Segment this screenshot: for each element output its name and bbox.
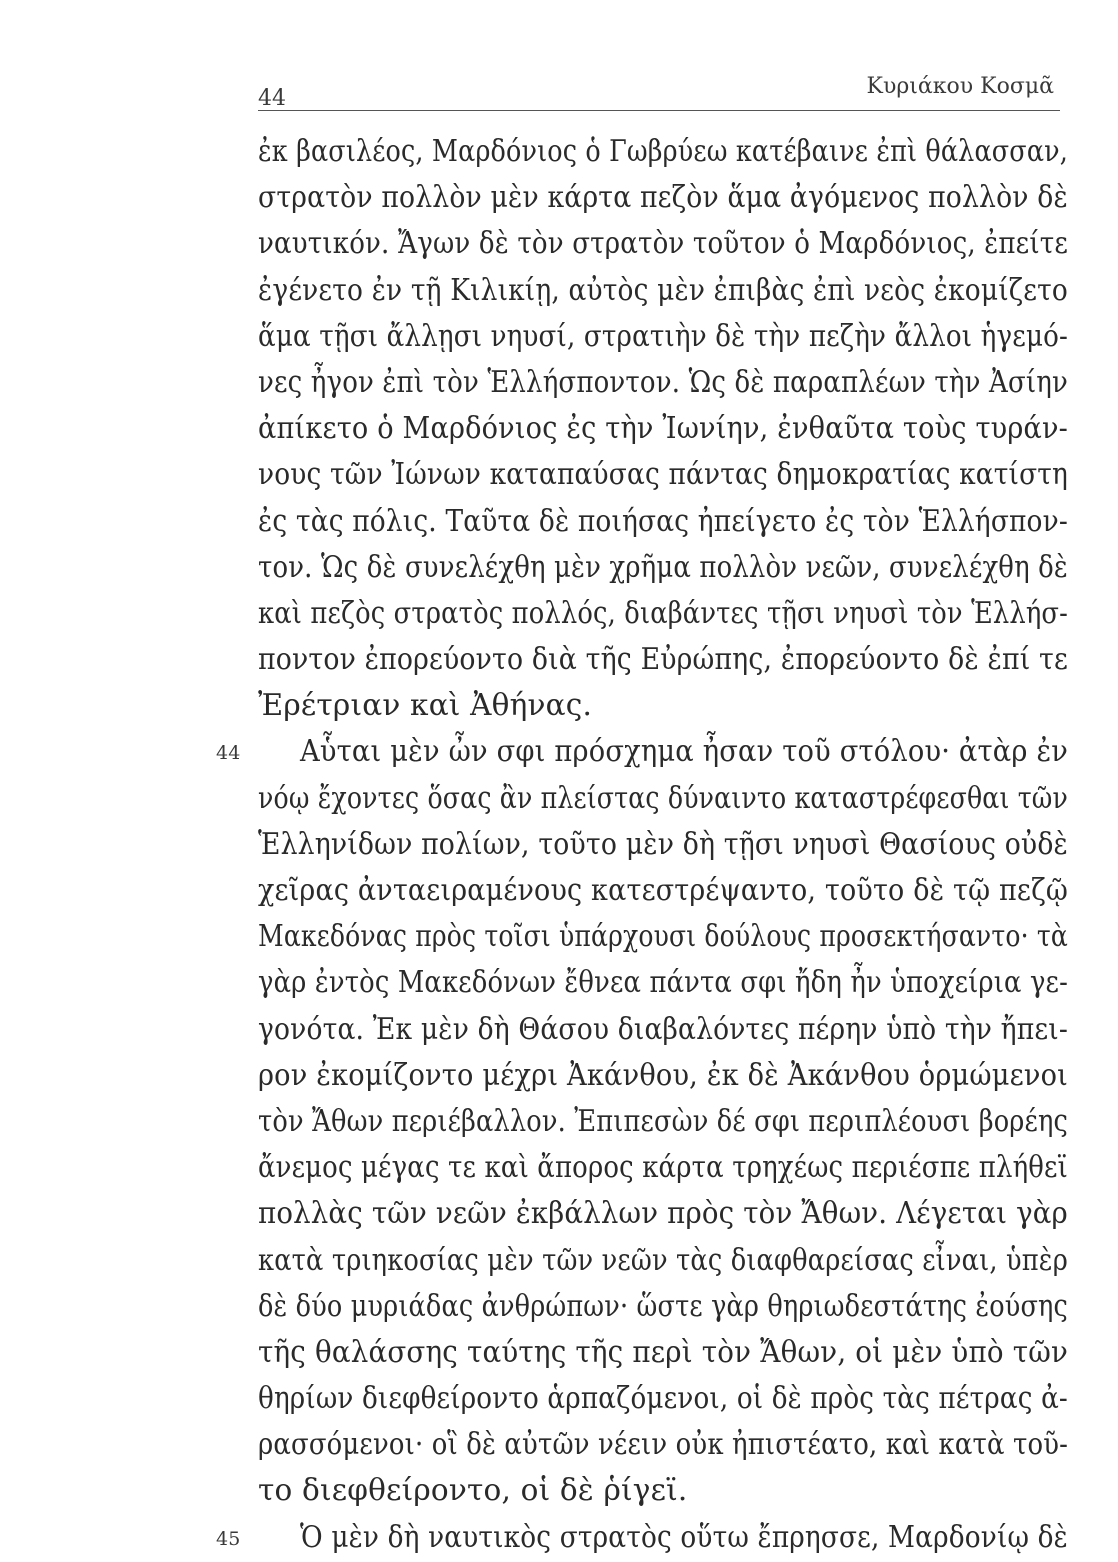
text-line bbox=[258, 1283, 1068, 1329]
page-number: 44 bbox=[258, 86, 286, 111]
text-line bbox=[258, 128, 1068, 174]
text-line bbox=[258, 590, 1068, 636]
header-rule bbox=[258, 110, 1060, 111]
text-line-content: γονότα. Ἐκ μὲν δὴ Θάσου διαβαλόντες πέρην ὑπὸ τὴν ἤπει- bbox=[258, 1011, 1068, 1046]
text-line-content: ἀπίκετο ὁ Μαρδόνιος ἐς τὴν Ἰωνίην, ἐνθαῦτα τοὺς τυράν- bbox=[258, 411, 1068, 446]
text-body bbox=[216, 128, 1069, 1560]
text-line bbox=[258, 267, 1068, 313]
text-line bbox=[258, 1375, 1068, 1421]
text-line bbox=[258, 359, 1068, 405]
text-line bbox=[216, 1514, 1068, 1560]
text-line-content: κατὰ τριηκοσίας μὲν τῶν νεῶν τὰς διαφθαρείσας εἶναι, ὑπὲρ bbox=[258, 1242, 1068, 1277]
text-line bbox=[258, 636, 1068, 682]
text-line-content: Ἐρέτριαν καὶ Ἀθήνας. bbox=[258, 688, 593, 723]
text-line bbox=[258, 1006, 1068, 1052]
text-line-content: ποντον ἐπορεύοντο διὰ τῆς Εὐρώπης, ἐπορεύοντο δὲ ἐπί τε bbox=[258, 642, 1068, 677]
text-line-content: χεῖρας ἀνταειραμένους κατεστρέψαντο, τοῦτο δὲ τῷ πεζῷ bbox=[258, 873, 1069, 907]
text-line bbox=[258, 498, 1068, 544]
text-line-content: γὰρ ἐντὸς Μακεδόνων ἔθνεα πάντα σφι ἤδη ἦν ὑποχείρια γε- bbox=[258, 965, 1068, 1000]
text-line bbox=[258, 1329, 1068, 1375]
text-line bbox=[258, 174, 1068, 220]
text-line-content: ρασσόμενοι· οἳ δὲ αὐτῶν νέειν οὐκ ἠπιστέατο, καὶ κατὰ τοῦ- bbox=[258, 1427, 1069, 1462]
text-line-content: τῆς θαλάσσης ταύτης τῆς περὶ τὸν Ἄθων, οἱ μὲν ὑπὸ τῶν bbox=[258, 1334, 1068, 1369]
text-line bbox=[258, 313, 1068, 359]
text-line bbox=[258, 1467, 1068, 1513]
text-line-content: ἐκ βασιλέος, Μαρδόνιος ὁ Γωβρύεω κατέβαινε ἐπὶ θάλασσαν, bbox=[258, 134, 1069, 168]
text-line-content: νους τῶν Ἰώνων καταπαύσας πάντας δημοκρατίας κατίστη bbox=[258, 457, 1069, 492]
text-line bbox=[258, 220, 1068, 266]
text-line-content: ρον ἐκομίζοντο μέχρι Ἀκάνθου, ἐκ δὲ Ἀκάνθου ὁρμώμενοι bbox=[258, 1057, 1069, 1092]
text-line bbox=[258, 1098, 1068, 1144]
text-line-content: στρατὸν πολλὸν μὲν κάρτα πεζὸν ἅμα ἀγόμενος πολλὸν δὲ bbox=[258, 180, 1068, 215]
paragraph-number: 45 bbox=[216, 1527, 241, 1550]
text-line-content: πολλὰς τῶν νεῶν ἐκβάλλων πρὸς τὸν Ἄθων. Λέγεται γὰρ bbox=[258, 1196, 1068, 1231]
text-line-content: Ὁ μὲν δὴ ναυτικὸς στρατὸς οὕτω ἔπρησσε, Μαρδονίῳ δὲ bbox=[300, 1519, 1068, 1554]
text-line bbox=[258, 1421, 1068, 1467]
text-line-content: δὲ δύο μυριάδας ἀνθρώπων· ὥστε γὰρ θηριωδεστάτης ἐούσης bbox=[258, 1288, 1068, 1323]
text-line bbox=[258, 1190, 1068, 1236]
text-line-content: Ἑλληνίδων πολίων, τοῦτο μὲν δὴ τῇσι νηυσὶ Θασίους οὐδὲ bbox=[258, 826, 1069, 861]
text-line bbox=[258, 867, 1068, 913]
text-line-content: Αὗται μὲν ὦν σφι πρόσχημα ἦσαν τοῦ στόλου· ἀτὰρ ἐν bbox=[300, 734, 1069, 769]
text-line bbox=[216, 728, 1069, 774]
text-line-content: ἐγένετο ἐν τῇ Κιλικίῃ, αὐτὸς μὲν ἐπιβὰς ἐπὶ νεὸς ἐκομίζετο bbox=[258, 272, 1068, 307]
text-line bbox=[258, 775, 1068, 821]
text-line bbox=[258, 1144, 1068, 1190]
text-line-content: νόῳ ἔχοντες ὅσας ἂν πλείστας δύναιντο καταστρέφεσθαι τῶν bbox=[258, 780, 1069, 815]
text-line bbox=[258, 959, 1068, 1005]
text-line-content: ἅμα τῇσι ἄλλῃσι νηυσί, στρατιὴν δὲ τὴν πεζὴν ἄλλοι ἡγεμό- bbox=[258, 318, 1069, 353]
text-line bbox=[258, 1237, 1068, 1283]
text-line bbox=[258, 1052, 1068, 1098]
text-line-content: ἐς τὰς πόλις. Ταῦτα δὲ ποιήσας ἠπείγετο ἐς τὸν Ἑλλήσπον- bbox=[258, 503, 1068, 538]
text-line bbox=[258, 405, 1068, 451]
paragraph-number: 44 bbox=[216, 742, 241, 765]
text-line bbox=[258, 821, 1068, 867]
text-line bbox=[258, 682, 1068, 728]
text-line-content: ἄνεμος μέγας τε καὶ ἄπορος κάρτα τρηχέως περιέσπε πλήθεϊ bbox=[258, 1150, 1068, 1185]
running-head: Κυριάκου Κοσμᾶ bbox=[866, 74, 1054, 99]
text-line-content: το διεφθείροντο, οἱ δὲ ῥίγεϊ. bbox=[258, 1473, 688, 1508]
text-line-content: τὸν Ἄθων περιέβαλλον. Ἐπιπεσὼν δέ σφι περιπλέουσι βορέης bbox=[258, 1103, 1069, 1138]
text-line-content: τον. Ὡς δὲ συνελέχθη μὲν χρῆμα πολλὸν νεῶν, συνελέχθη δὲ bbox=[258, 549, 1068, 584]
text-line-content: Μακεδόνας πρὸς τοῖσι ὑπάρχουσι δούλους προσεκτήσαντο· τὰ bbox=[258, 919, 1069, 954]
text-line bbox=[258, 544, 1068, 590]
text-line bbox=[258, 913, 1068, 959]
text-line bbox=[258, 451, 1068, 497]
text-line-content: καὶ πεζὸς στρατὸς πολλός, διαβάντες τῇσι νηυσὶ τὸν Ἑλλήσ- bbox=[258, 595, 1069, 630]
text-line-content: θηρίων διεφθείροντο ἁρπαζόμενοι, οἱ δὲ πρὸς τὰς πέτρας ἀ- bbox=[258, 1381, 1068, 1416]
text-line-content: ναυτικόν. Ἄγων δὲ τὸν στρατὸν τοῦτον ὁ Μαρδόνιος, ἐπείτε bbox=[258, 226, 1068, 261]
text-line-content: νες ἦγον ἐπὶ τὸν Ἑλλήσποντον. Ὡς δὲ παραπλέων τὴν Ἀσίην bbox=[258, 364, 1068, 399]
